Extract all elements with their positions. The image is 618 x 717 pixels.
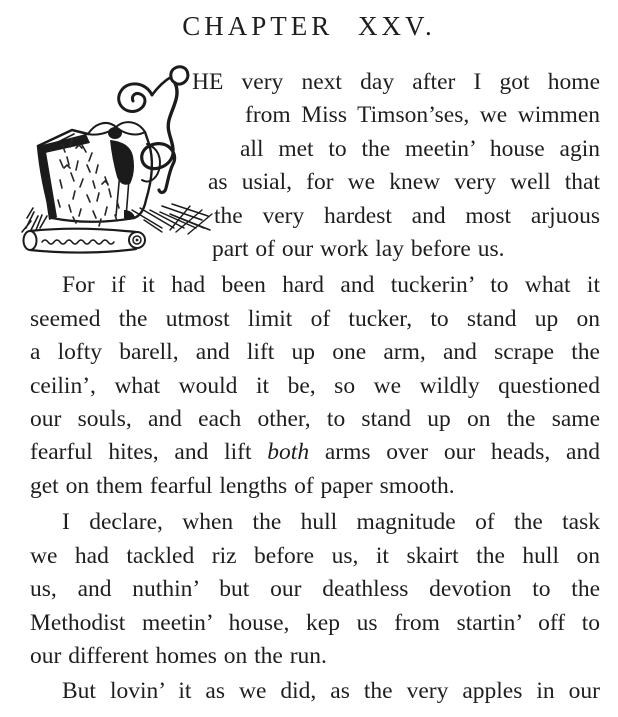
- text-line-with-emphasis: [30, 436, 600, 469]
- text-line: seemed the utmost limit of tucker, to stand up on: [30, 305, 600, 332]
- text-line: the very hardest and most arjuous: [214, 202, 600, 229]
- emphasized-word: both: [267, 439, 310, 466]
- text-line: For if it had been hard and tuckerin’ to what it: [62, 272, 600, 299]
- text-line: our souls, and each other, to stand up on the same: [30, 406, 600, 433]
- text-line: get on them fearful lengths of paper smooth.: [30, 472, 455, 499]
- text-line: Methodist meetin’ house, kep us from startin’ off to: [30, 609, 600, 636]
- text-line: all met to the meetin’ house agin: [240, 135, 600, 162]
- text-line: ceilin’, what would it be, so we wildly questioned: [30, 372, 600, 399]
- text-line: HE very next day after I got home: [192, 69, 600, 95]
- text-line: we had tackled riz before us, it skairt the hull on: [30, 542, 600, 569]
- text-line: us, and nuthin’ but our deathless devotion to the: [30, 576, 600, 603]
- paragraph-opening: [30, 66, 600, 266]
- paragraph-2: [30, 269, 600, 503]
- paragraph-3: [30, 506, 600, 673]
- page-text: [30, 66, 600, 709]
- text-line: from Miss Timson’ses, we wimmen: [245, 102, 600, 129]
- chapter-heading: CHAPTER XXV.: [182, 11, 436, 41]
- text-line: as usial, for we knew very well that: [208, 169, 600, 196]
- text-span: fearful hites, and lift: [30, 439, 268, 466]
- text-line: But lovin’ it as we did, as the very apples in our: [62, 678, 600, 705]
- text-line: a lofty barell, and lift up one arm, and scrape the: [30, 339, 600, 366]
- text-span: arms over our heads, and: [309, 439, 600, 466]
- paragraph-4: [30, 675, 600, 708]
- text-line: part of our work lay before us.: [212, 236, 505, 263]
- text-line: our different homes on the run.: [30, 642, 327, 669]
- text-line: I declare, when the hull magnitude of the task: [62, 509, 600, 536]
